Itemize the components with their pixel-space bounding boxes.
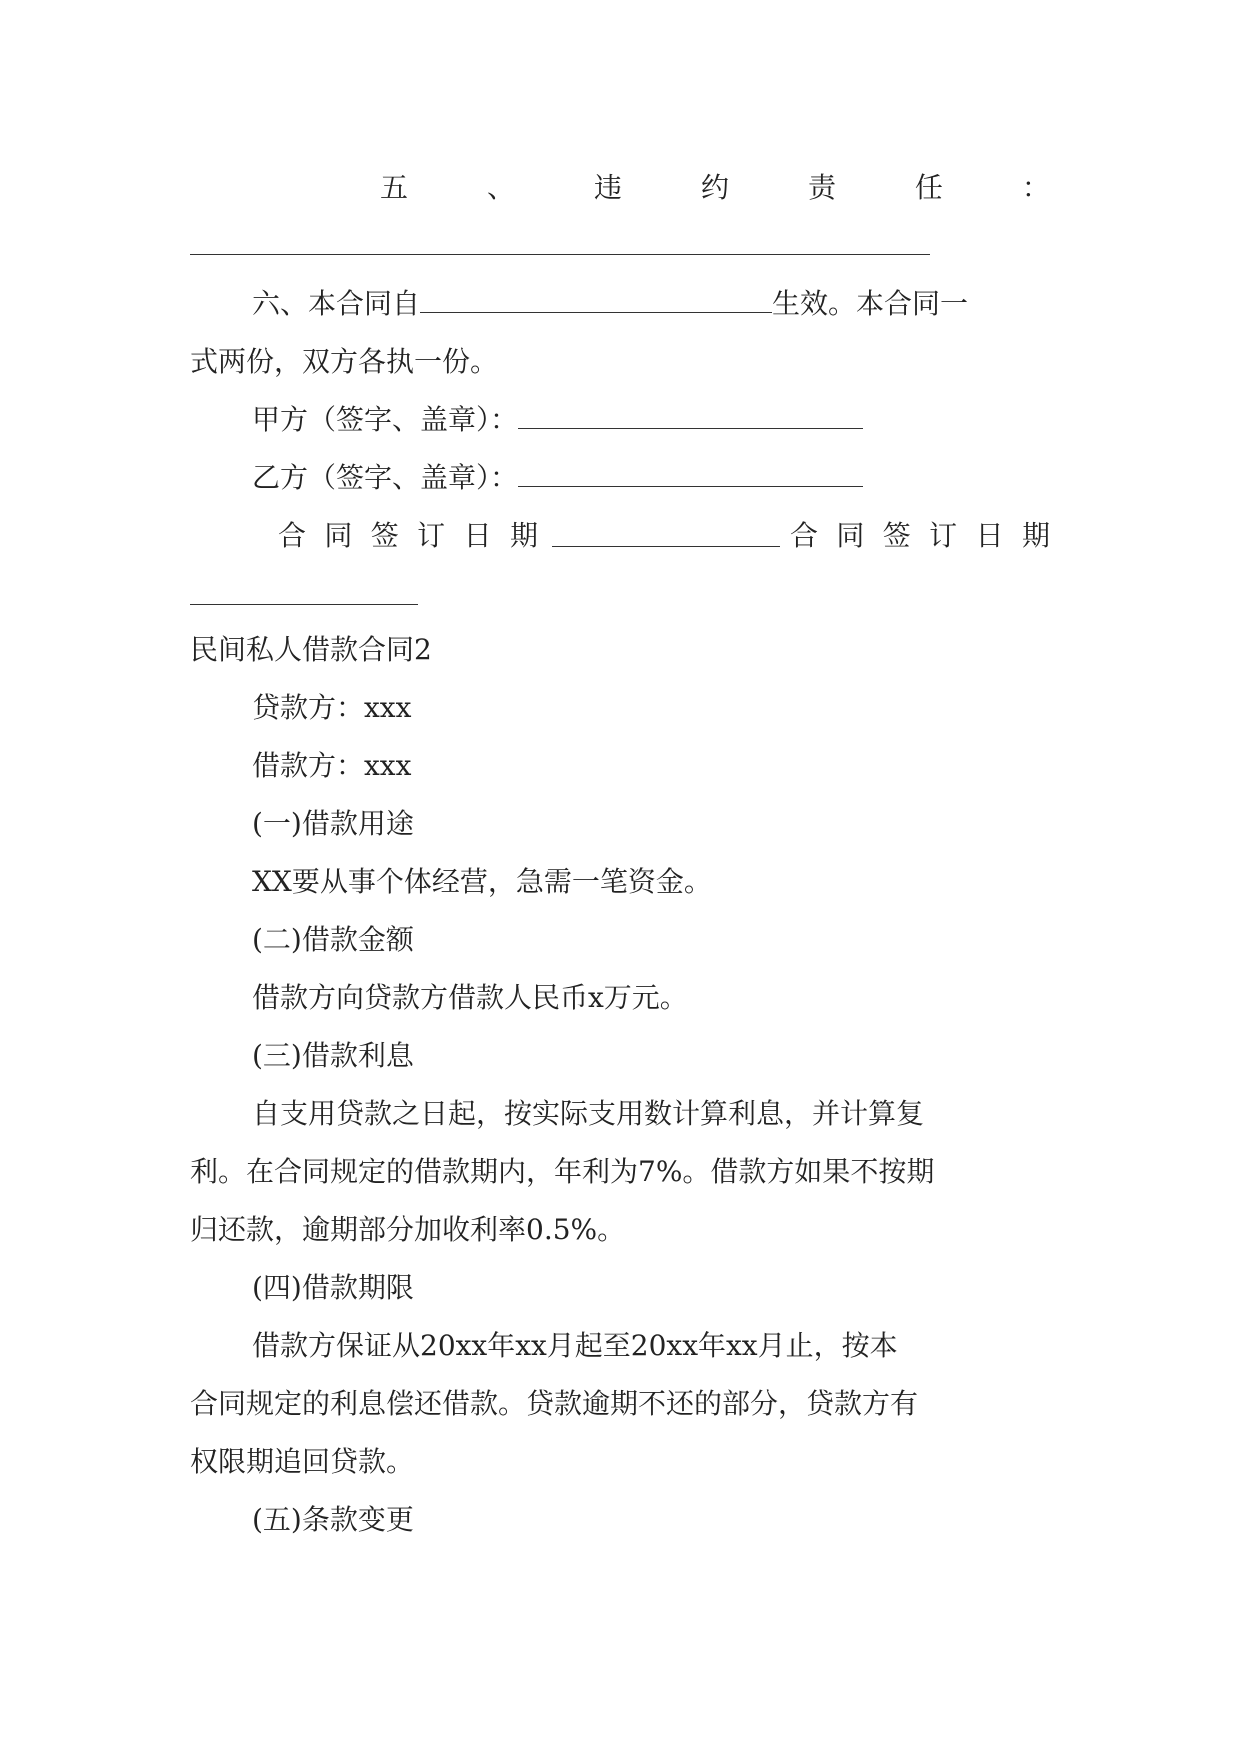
sign-date-char: 日	[975, 519, 1004, 552]
sign-date-char: 期	[1021, 519, 1050, 552]
section5-char: 责	[807, 171, 836, 204]
section5-blank-line	[190, 254, 930, 255]
purpose-text: XX要从事个体经营，急需一笔资金。	[252, 865, 712, 898]
section5-char: 五	[380, 171, 409, 204]
purpose-heading: (一)借款用途	[252, 807, 414, 840]
sign-date-char: 期	[509, 519, 538, 552]
sign-date-char: 同	[324, 519, 353, 552]
section5-char: 约	[700, 171, 729, 204]
sign-date-char: 同	[836, 519, 865, 552]
effective-date-blank	[420, 286, 772, 313]
sign-date-char: 合	[790, 519, 819, 552]
amount-heading: (二)借款金额	[252, 923, 414, 956]
lender-line: 贷款方：xxx	[252, 691, 412, 724]
party-b-signature	[252, 458, 1112, 498]
section5-char: 任	[914, 171, 943, 204]
party-a-blank	[518, 402, 863, 429]
sign-date-right	[790, 516, 1050, 556]
interest-line2: 利。在合同规定的借款期内，年利为7%。借款方如果不按期	[190, 1155, 935, 1188]
sign-date-blank	[552, 546, 780, 547]
borrower-line: 借款方：xxx	[252, 749, 412, 782]
section5-char: ：	[1021, 171, 1050, 204]
amount-text: 借款方向贷款方借款人民币x万元。	[252, 981, 688, 1014]
sign-date-left	[278, 516, 538, 556]
sign-date-char: 订	[417, 519, 446, 552]
interest-heading: (三)借款利息	[252, 1039, 414, 1072]
sign-date-char: 订	[929, 519, 958, 552]
party-b-blank	[518, 460, 863, 487]
change-heading: (五)条款变更	[252, 1503, 414, 1536]
section6-lead: 六、本合同自	[252, 287, 421, 320]
party-a-label: 甲方（签字、盖章）：	[252, 403, 519, 436]
section5-char: 、	[486, 171, 515, 204]
party-a-signature	[252, 400, 1112, 440]
contract2-title: 民间私人借款合同2	[190, 633, 432, 666]
sign-date-char: 合	[278, 519, 307, 552]
term-heading: (四)借款期限	[252, 1271, 414, 1304]
sign-date-char: 签	[882, 519, 911, 552]
section6-line1	[252, 284, 1112, 324]
term-line1: 借款方保证从20xx年xx月起至20xx年xx月止，按本	[252, 1329, 898, 1362]
interest-line1: 自支用贷款之日起，按实际支用数计算利息，并计算复	[252, 1097, 925, 1130]
party-b-label: 乙方（签字、盖章）：	[252, 461, 519, 494]
section6-line2: 式两份，双方各执一份。	[190, 345, 499, 378]
section6-tail: 生效。本合同一	[772, 287, 969, 320]
interest-line3: 归还款，逾期部分加收利率0.5%。	[190, 1213, 626, 1246]
section5-heading	[380, 168, 1050, 208]
section5-char: 违	[593, 171, 622, 204]
sign-date-char: 签	[370, 519, 399, 552]
term-line3: 权限期追回贷款。	[190, 1445, 415, 1478]
sign-date-char: 日	[463, 519, 492, 552]
sign-date-trailing-blank	[190, 604, 418, 605]
term-line2: 合同规定的利息偿还借款。贷款逾期不还的部分，贷款方有	[190, 1387, 919, 1420]
